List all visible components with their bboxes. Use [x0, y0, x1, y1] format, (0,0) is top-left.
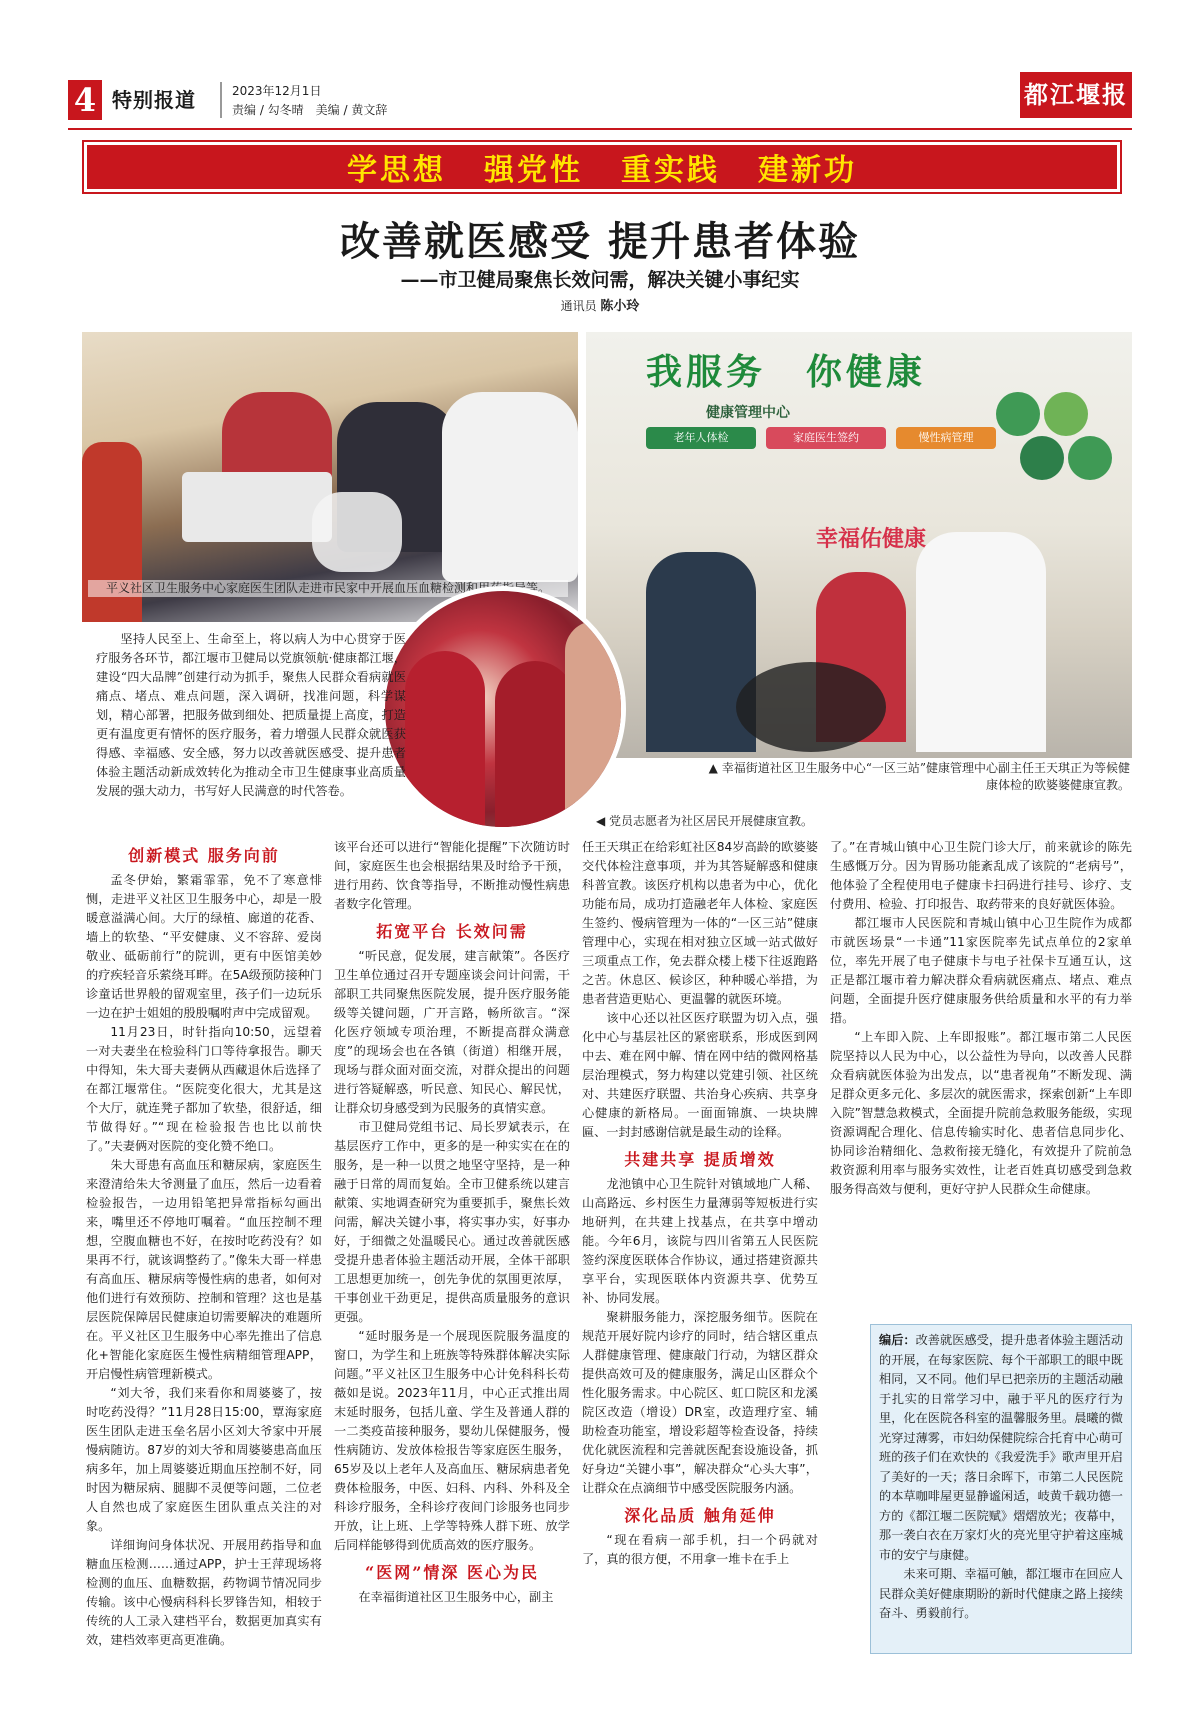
header-divider [220, 82, 222, 118]
theme-banner [82, 140, 1122, 194]
body-paragraph: “现在看病一部手机，扫一个码就对了，真的很方便，不用拿一堆卡在手上 [582, 1533, 818, 1566]
column-1 [86, 838, 322, 1650]
body-paragraph: 该平台还可以进行“智能化提醒”下次随访时间，家庭医生也会根据结果及时给予干预，进行用药、饮食等指导，不断推动慢性病患者数字化管理。 [334, 840, 570, 911]
section-heading: 深化品质 触角延伸 [624, 1506, 776, 1525]
column-2 [334, 838, 570, 1607]
header-rule [68, 128, 1132, 130]
editors-line: 责编 / 勾冬晴 美编 / 黄文辞 [232, 103, 388, 117]
body-paragraph: “上车即入院、上车即报账”。都江堰市第二人民医院坚持以人民为中心，以公益性为导向，以改善人民群众看病就医体验为出发点，以“患者视角”不断发现、满足群众更多元化、多层次的就医需求，探索创新“上车即入院”智慧急救模式，全面提升院前急救服务能级，实现资源调配合理化、信息传输实时化、患者信息同步化、协同诊治精细化、急救衔接无缝化，有效提升了院前急救资源利用率与服务实效性，让老百姓真切感受到急救服务得高效与便利，更好守护人民群众生命健康。 [830, 1030, 1132, 1196]
column-3 [582, 838, 818, 1569]
photo-banner-text: 我服务 你健康 [646, 351, 927, 393]
body-paragraph: 朱大哥患有高血压和糖尿病，家庭医生来澄清给朱大爷测量了血压，然后一边看着检验报告，一边用铅笔把异常指标勾画出来，嘴里还不停地叮嘱着。“血压控制不理想，空腹血糖也不好，在按时吃药没有？如果再不行，就该调整药了。”像朱大哥一样患有高血压、糖尿病等慢性病的患者，如何对他们进行有效预防、控制和管理？这也是基层医院保障居民健康迫切需要解决的难题所在。平义社区卫生服务中心率先推出了信息化+智能化家庭医生慢性病精细管理APP，开启慢性病管理新模式。 [86, 1158, 322, 1381]
body-paragraph: “延时服务是一个展现医院服务温度的窗口，为学生和上班族等特殊群体解决实际问题。”平义社区卫生服务中心计免科科长苟薇如是说。2023年11月，中心正式推出周末延时服务，包括儿童、学生及普通人群的一二类疫苗接种服务，婴幼儿保健服务，慢性病随访、发放体检报告等家庭医生服务，65岁及以上老年人及高血压、糖尿病患者免费体检服务，中医、妇科、内科、外科及全科诊疗服务，全科诊疗夜间门诊服务也同步开放，让上班、上学等特殊人群下班、放学后同样能够得到优质高效的医疗服务。 [334, 1329, 570, 1552]
section-heading: 共建共享 提质增效 [624, 1150, 776, 1169]
body-paragraph: 孟冬伊始，繁霜霏霏，免不了寒意悱恻，走进平义社区卫生服务中心，却是一股暖意溢满心间。大厅的绿植、廊道的花香、墙上的软垫、“平安健康、义不容辞、爱岗敬业、砥砺前行”的院训，更有中医馆美妙的疗疾轻音乐萦绕耳畔。在5A级预防接种门诊童话世界般的留观室里，孩子们一边玩乐一边在护士姐姐的殷殷嘱咐声中完成留观。 [86, 873, 322, 1020]
photo-caption-home-visit: 平义社区卫生服务中心家庭医生团队走进市民家中开展血压血糖检测和用药指导等。 [88, 580, 568, 597]
photo-hex-decor [996, 392, 1126, 532]
subheadline: ——市卫健局聚焦长效问需，解决关键小事纪实 [400, 269, 800, 291]
body-paragraph: 在幸福街道社区卫生服务中心，副主 [358, 1590, 554, 1604]
section-name: 特别报道 [112, 88, 196, 112]
section-heading: “医网”情深 医心为民 [365, 1563, 539, 1582]
editor-note-label: 编后： [879, 1333, 916, 1347]
newspaper-logo: 都江堰报 [1020, 72, 1132, 118]
body-paragraph: “刘大爷，我们来看你和周婆婆了，按时吃药没得？”11月28日15:00，覃海家庭医生团队走进玉垒名居小区刘大爷家中开展慢病随访。87岁的刘大爷和周婆婆患高血压病多年，加上周婆婆近期血压控制不好，同时因为糖尿病、腿脚不灵便等问题，二位老人自然也成了家庭医生团队重点关注的对象。 [86, 1386, 322, 1533]
body-paragraph: 市卫健局党组书记、局长罗斌表示，在基层医疗工作中，更多的是一种实实在在的服务，是一种一以贯之地坚守坚持，是一种融于日常的周而复始。全市卫健系统以建言献策、实地调查研究为重要抓手，聚焦长效问需，解决关键小事，将实事办实，好事办好，于细微之处温暖民心。通过改善就医感受提升患者体验主题活动开展，全体干部职工思想更加统一，创先争优的氛围更浓厚，干事创业干劲更足，提供高质量服务的意识更强。 [334, 1120, 570, 1324]
photo-health-center [586, 332, 1132, 758]
page-number: 4 [68, 80, 102, 120]
body-paragraph: 聚耕服务能力，深挖服务细节。医院在规范开展好院内诊疗的同时，结合辖区重点人群健康管理、健康敲门行动，为辖区群众提供高效可及的健康服务，满足山区群众个性化服务需求。中心院区、虹口院区和龙溪院区改造（增设）DR室，改造理疗室、辅助检查功能室，增设彩超等检查设备，持续优化就医流程和完善就医配套设施设备，抓好身边“关键小事”，解决群众“心头大事”，让群众在点滴细节中感受医院服务内涵。 [582, 1310, 818, 1495]
body-paragraph: 龙池镇中心卫生院针对镇域地广人稀、山高路远、乡村医生力量薄弱等短板进行实地研判，在共建上找基点，在共享中增动能。今年6月，该院与四川省第五人民医院签约深度医联体合作协议，通过搭建资源共享平台，实现医联体内资源共享、优势互补、协同发展。 [582, 1177, 818, 1305]
body-paragraph: “听民意，促发展，建言献策”。各医疗卫生单位通过召开专题座谈会问计问需，干部职工共同聚焦医院发展，提升医疗服务能级等关键问题，广开言路，畅所欲言。“深化医疗领域专项治理，不断提高群众满意度”的现场会也在各镇（街道）相继开展，现场与群众面对面交流，对群众提出的问题进行答疑解惑，听民意、知民心、解民忧，让群众切身感受到为民服务的真情实意。 [334, 949, 570, 1115]
photo-home-visit [82, 332, 578, 622]
photo-volunteers [380, 586, 626, 832]
photo-tag: 慢性病管理 [896, 427, 996, 449]
photo-wall-sign: 幸福佑健康 [816, 526, 927, 552]
body-paragraph: 都江堰市人民医院和青城山镇中心卫生院作为成都市就医场景“一卡通”11家医院率先试点单位的2家单位，率先开展了电子健康卡与电子社保卡互通互认，这正是都江堰市着力解决群众看病就医痛点、堵点、难点问题，全面提升医疗健康服务供给质量和水平的有力举措。 [830, 916, 1132, 1025]
byline-name: 陈小玲 [600, 299, 640, 314]
photo-center-label: 健康管理中心 [706, 405, 790, 421]
issue-date: 2023年12月1日 [232, 84, 322, 98]
theme-word: 学思想 [347, 153, 446, 188]
photo-tag: 老年人体检 [646, 427, 756, 449]
headline: 改善就医感受 提升患者体验 [340, 218, 860, 265]
photo-caption-health-center: ▲ 幸福街道社区卫生服务中心“一区三站”健康管理中心副主任王天琪正为等候健康体检的欧婆婆健康宣教。 [708, 761, 1130, 792]
body-paragraph: 了。”在青城山镇中心卫生院门诊大厅，前来就诊的陈先生感慨万分。因为胃肠功能紊乱成了该院的“老病号”，他体验了全程使用电子健康卡扫码进行挂号、诊疗、支付费用、检验、打印报告、取药带来的良好就医体验。 [830, 840, 1132, 911]
body-paragraph: 任王天琪正在给彩虹社区84岁高龄的欧婆婆交代体检注意事项，并为其答疑解惑和健康科普宣教。该医疗机构以患者为中心，优化功能布局，成功打造融老年人体检、家庭医生签约、慢病管理为一体的“一区三站”健康管理中心，实现在相对独立区域一站式做好三项重点工作，免去群众楼上楼下往返跑路之苦。休息区、候诊区，种种暖心举措，为患者营造更贴心、更温馨的就医环境。 [582, 840, 818, 1006]
section-heading: 拓宽平台 长效问需 [376, 922, 528, 941]
intro-paragraph: 坚持人民至上、生命至上，将以病人为中心贯穿于医疗服务各环节，都江堰市卫健局以党旗领航·健康都江堰，建设“四大品牌”创建行动为抓手，聚焦人民群众看病就医痛点、堵点、难点问题，深入调研，找准问题，科学谋划，精心部署，把服务做到细处、把质量提上高度，打造更有温度更有情怀的医疗服务，着力增强人民群众就医获得感、幸福感、安全感，努力以改善就医感受、提升患者体验主题活动新成效转化为推动全市卫生健康事业高质量发展的强大动力，书写好人民满意的时代答卷。 [96, 632, 406, 798]
editor-note-closing: 未来可期、幸福可触，都江堰市在回应人民群众美好健康期盼的新时代健康之路上接续奋斗、勇毅前行。 [879, 1567, 1123, 1620]
editor-note-body: 改善就医感受，提升患者体验主题活动的开展，在每家医院、每个干部职工的眼中既相同，又不同。他们早已把亲历的主题活动融于扎实的日常学习中，融于平凡的医疗行为里，化在医院各科室的温馨服务里。晨曦的微光穿过薄雾，市妇幼保健院综合托育中心萌可班的孩子们在欢快的《我爱洗手》歌声里开启了美好的一天；落日余晖下，市第二人民医院的本草咖啡屋更显静谧闲适，岐黄千载功德一方的《都江堰二医院赋》熠熠放光；夜幕中，那一袭白衣在万家灯火的亮光里守护着这座城市的安宁与康健。 [879, 1333, 1124, 1562]
editor-note-box [870, 1324, 1132, 1654]
photo-caption-volunteers: ◀ 党员志愿者为社区居民开展健康宣教。 [596, 814, 814, 828]
theme-word: 重实践 [621, 153, 720, 188]
byline-role: 通讯员 [560, 299, 597, 313]
column-4 [830, 838, 1132, 1199]
body-paragraph: 11月23日，时针指向10:50，远望着一对夫妻坐在检验科门口等待拿报告。聊天中得知，朱大哥夫妻俩从西藏退休后选择了在都江堰常住。“医院变化很大，尤其是这个大厅，就连凳子都加了软垫，很舒适，细节做得好。”“现在检验报告也比以前快了。”夫妻俩对医院的变化赞不绝口。 [86, 1025, 322, 1153]
body-paragraph: 该中心还以社区医疗联盟为切入点，强化中心与基层社区的紧密联系，形成医到网中去、难在网中解、情在网中结的微网格基层治理模式，努力构建以党建引领、社区统对、共建医疗联盟、共治身心疾病、共享身心健康的新格局。一面面锦旗、一块块牌匾、一封封感谢信就是最生动的诠释。 [582, 1011, 818, 1139]
byline [0, 295, 1200, 314]
theme-word: 建新功 [758, 153, 857, 188]
body-paragraph: 详细询问身体状况、开展用药指导和血糖血压检测……通过APP，护士王萍现场将检测的血压、血糖数据，药物调节情况同步传输。该中心慢病科科长罗锋告知，相较于传统的人工录入建档平台，数据更加真实有效，建档效率更高更准确。 [86, 1538, 322, 1647]
photo-tag: 家庭医生签约 [766, 427, 886, 449]
editor-note-text [879, 1331, 1123, 1565]
theme-word: 强党性 [484, 153, 583, 188]
section-heading: 创新模式 服务向前 [128, 846, 280, 865]
